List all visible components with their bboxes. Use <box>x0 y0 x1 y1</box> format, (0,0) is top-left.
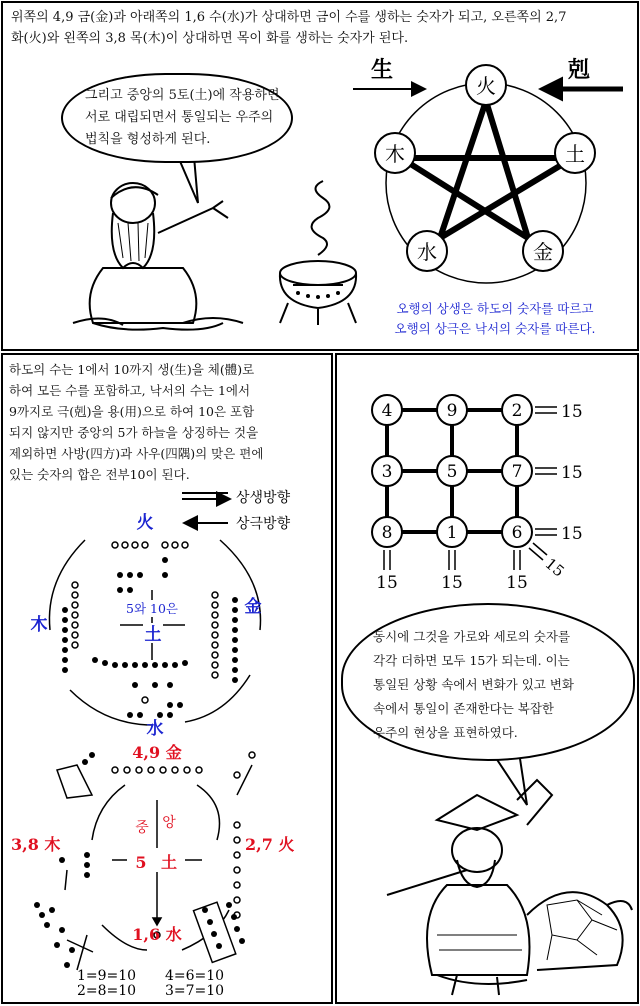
bubble-line: 각각 더하면 모두 15가 되는데. 이는 <box>373 653 570 668</box>
panel-top-caption <box>11 7 636 49</box>
lo-shu-center-char: 土 <box>160 853 178 872</box>
grid-node <box>437 395 467 425</box>
element-fire-label: 火 <box>476 74 496 98</box>
lo-shu-diagram <box>7 740 329 1000</box>
col-sum: 15 <box>506 573 528 593</box>
bubble-line: 동시에 그것을 가로와 세로의 숫자를 <box>373 629 571 644</box>
row-sum: 15 <box>561 524 583 544</box>
element-node-wood <box>375 133 415 173</box>
bubble-line: 속에서 통일이 존재한다는 복잡한 <box>373 701 554 716</box>
lo-shu-right-label: 2,7 火 <box>245 835 295 854</box>
caption-line: 9까지로 극(剋)을 용(用)으로 하여 10은 포함 <box>9 404 255 419</box>
note-line: 오행의 상생은 하도의 숫자를 따르고 <box>396 301 594 316</box>
grid-node-number: 9 <box>446 401 458 421</box>
element-metal-label: 金 <box>533 240 553 264</box>
element-water-label: 水 <box>417 240 437 264</box>
sheng-label: 生 <box>371 57 394 83</box>
grid-node <box>437 517 467 547</box>
panel-top <box>1 1 639 351</box>
lo-shu-top-label: 4,9 金 <box>132 743 182 762</box>
caption-line: 있는 숫자의 합은 전부10이 된다. <box>9 467 190 482</box>
equation: 4=6=10 <box>165 968 225 984</box>
grid-node <box>502 517 532 547</box>
grid-node-number: 2 <box>511 401 523 421</box>
element-node-water <box>407 231 447 271</box>
caption-line: 위쪽의 4,9 금(金)과 아래쪽의 1,6 수(水)가 상대하면 금이 수를 생하는 숫자가 되고, 오른쪽의 2,7 <box>11 10 567 25</box>
five-elements-diagram <box>343 53 639 288</box>
bubble-line: 서로 대립되면서 통일되는 우주의 <box>85 110 274 125</box>
hado-center-char: 土 <box>144 625 162 645</box>
equation: 1=9=10 <box>77 968 137 984</box>
grid-node-number: 6 <box>511 523 523 543</box>
grid-node-number: 4 <box>381 401 393 421</box>
note-line: 오행의 상극은 낙서의 숫자를 따른다. <box>394 321 596 336</box>
diagonal-sum: 15 <box>541 554 568 581</box>
caption-line: 되지 않지만 중앙의 5가 하늘을 상징하는 것을 <box>9 425 259 440</box>
lo-shu-left-label: 3,8 木 <box>11 835 61 854</box>
col-sum: 15 <box>441 573 463 593</box>
element-node-earth <box>555 133 595 173</box>
grid-node <box>502 395 532 425</box>
legend-ke-label: 상극방향 <box>236 516 291 532</box>
lo-shu-center-top-b: 앙 <box>162 815 176 831</box>
grid-node-number: 8 <box>381 523 393 543</box>
sage-illustration <box>63 173 273 338</box>
bubble-line: 법칙을 형성하게 된다. <box>85 132 211 147</box>
ke-label: 剋 <box>568 57 591 83</box>
equation: 2=8=10 <box>77 983 137 999</box>
five-elements-note <box>355 299 635 339</box>
lo-shu-bottom-label: 1,6 水 <box>132 925 182 944</box>
panel-left <box>1 353 333 1004</box>
grid-node-number: 3 <box>381 462 393 482</box>
hado-right-label: 金 <box>244 597 262 617</box>
element-wood-label: 木 <box>385 142 405 166</box>
hado-top-label: 火 <box>136 513 154 533</box>
panel-left-caption <box>9 359 329 485</box>
element-earth-label: 土 <box>565 142 585 166</box>
bubble-line: 우주의 현상을 표현하였다. <box>373 725 518 740</box>
grid-node <box>502 456 532 486</box>
grid-node-number: 7 <box>511 462 523 482</box>
bubble-line: 통일된 상황 속에서 변화가 있고 변화 <box>373 677 574 692</box>
grid-nodes <box>372 395 532 547</box>
grid-node <box>372 517 402 547</box>
caption-line: 제외하면 사방(四方)과 사우(四隅)의 맞은 편에 <box>9 446 264 461</box>
hado-left-label: 木 <box>30 615 48 635</box>
equation: 3=7=10 <box>165 983 225 999</box>
grid-node-number: 1 <box>446 523 458 543</box>
hado-diagram <box>25 500 280 740</box>
row-sum: 15 <box>561 463 583 483</box>
element-node-metal <box>523 231 563 271</box>
grid-node-number: 5 <box>446 462 458 482</box>
grid-node <box>372 456 402 486</box>
row-sum: 15 <box>561 402 583 422</box>
caption-line: 하도의 수는 1에서 10까지 생(生)을 체(體)로 <box>9 362 255 377</box>
legend-sheng-label: 상생방향 <box>236 490 291 506</box>
grid-node <box>372 395 402 425</box>
hado-center-label: 5와 10은 <box>126 601 178 616</box>
lo-shu-center-top-a: 중 <box>135 820 149 836</box>
speech-bubble-right <box>341 603 635 761</box>
col-sum: 15 <box>376 573 398 593</box>
magic-square <box>347 375 637 595</box>
lo-shu-center-num: 5 <box>135 853 147 872</box>
caption-line: 화(火)와 왼쪽의 3,8 목(木)이 상대하면 목이 화를 생하는 숫자가 된다. <box>11 31 409 46</box>
sage-turtle-illustration <box>377 775 639 1000</box>
element-node-fire <box>466 65 506 105</box>
bubble-line: 그리고 중앙의 5토(土)에 작용하면 <box>85 88 280 103</box>
speech-bubble-top <box>61 73 293 163</box>
hado-bottom-label: 水 <box>146 719 164 739</box>
caption-line: 하여 모든 수를 포함하고, 낙서의 수는 1에서 <box>9 383 251 398</box>
panel-right <box>335 353 639 1004</box>
grid-node <box>437 456 467 486</box>
